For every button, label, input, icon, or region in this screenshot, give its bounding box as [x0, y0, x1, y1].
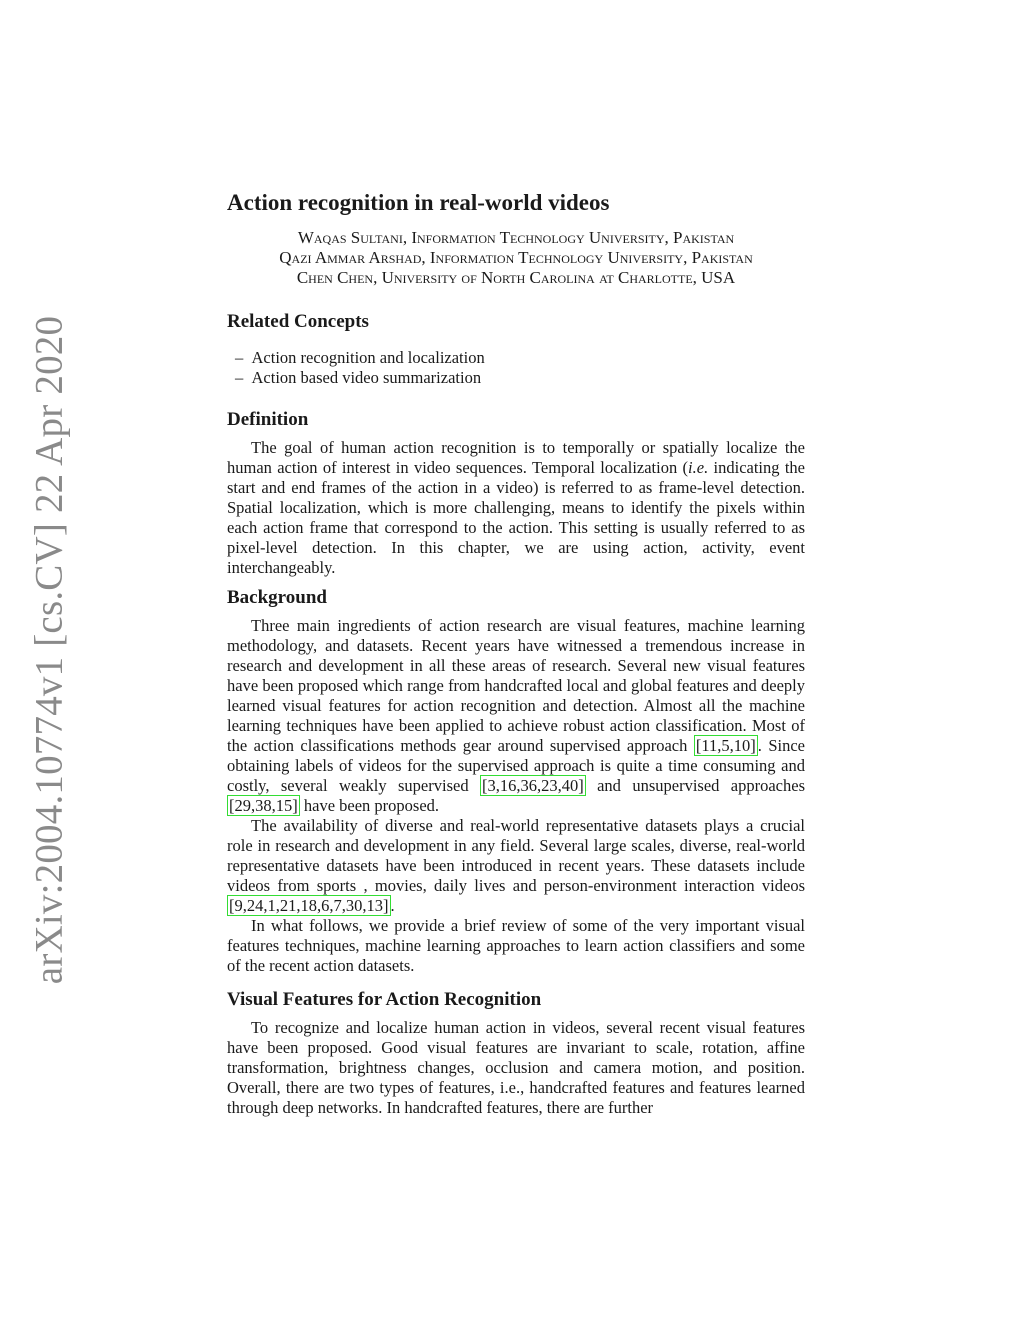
- text-run: .: [390, 896, 395, 915]
- text-run: . Since obtaining labels of videos for the supervised approach is quite a time consuming and costly, several weakly supervised: [227, 736, 805, 795]
- text-run: The goal of human action recognition is to temporally or spatially localize the human action of interest in video sequences. Temporal localization (: [227, 438, 805, 477]
- author-line: Waqas Sultani, Information Technology University, Pakistan: [297, 228, 735, 247]
- text-run: indicating the start and end frames of the action in a video) is referred to as frame-level detection. Spatial localization, which is more challenging, means to identify the pixels within each action frame that correspond to the action. This setting is usually referred to as pixel-level detection. In this chapter, we are using action, activity, event interchangeably.: [227, 458, 805, 577]
- citation-link[interactable]: [3,16,36,23,40]: [481, 776, 584, 795]
- background-paragraph-3: In what follows, we provide a brief review of some of the very important visual features techniques, machine learning approaches to learn action classifiers and some of the recent action datasets.: [227, 916, 805, 975]
- text-run: and unsupervised approaches: [585, 776, 805, 795]
- definition-heading: Definition: [227, 409, 309, 430]
- citation-link[interactable]: [11,5,10]: [695, 736, 756, 755]
- arxiv-identifier: arXiv:2004.10774v1 [cs.CV] 22 Apr 2020: [27, 315, 71, 985]
- definition-paragraph: [227, 438, 805, 578]
- background-paragraph-2: [227, 816, 805, 916]
- related-concepts-list: [227, 348, 805, 388]
- citation-link[interactable]: [9,24,1,21,18,6,7,30,13]: [229, 896, 389, 915]
- list-item: – Action recognition and localization: [235, 348, 805, 368]
- author-list: [227, 228, 805, 288]
- visual-features-paragraph: To recognize and localize human action in videos, several recent visual features have been proposed. Good visual features are invariant to scale, rotation, affine transformation, brightness changes, occlusion and camera motion, and position. Overall, there are two types of features, i.e., handcrafted features and features learned through deep networks. In handcrafted features, there are further: [227, 1018, 805, 1117]
- citation-link[interactable]: [29,38,15]: [229, 796, 298, 815]
- text-run: Three main ingredients of action research are visual features, machine learning methodology, and datasets. Recent years have witnessed a tremendous increase in research and development in all these areas of research. Several new visual features have been proposed which range from handcrafted local and global features and deeply learned visual features for action recognition and detection. Almost all the machine learning techniques have been applied to achieve robust action classification. Most of the action classifications methods gear around supervised approach: [227, 616, 805, 755]
- text-run-italic: i.e.: [688, 458, 709, 477]
- background-paragraph-1: [227, 616, 805, 816]
- paper-page: [227, 188, 805, 1118]
- author-line: Chen Chen, University of North Carolina at Charlotte, USA: [296, 268, 736, 287]
- text-run: have been proposed.: [299, 796, 440, 815]
- paper-title: Action recognition in real-world videos: [227, 190, 610, 215]
- text-run: The availability of diverse and real-world representative datasets plays a crucial role in research and development in any field. Several large scales, diverse, real-world representative datasets have been introduced in recent years. These datasets include videos from sports , movies, daily lives and person-environment interaction videos: [227, 816, 805, 895]
- author-line: Qazi Ammar Arshad, Information Technology University, Pakistan: [279, 248, 753, 267]
- related-concepts-heading: Related Concepts: [227, 311, 369, 332]
- background-heading: Background: [227, 587, 327, 608]
- visual-features-heading: Visual Features for Action Recognition: [227, 989, 542, 1010]
- list-item: – Action based video summarization: [235, 368, 805, 388]
